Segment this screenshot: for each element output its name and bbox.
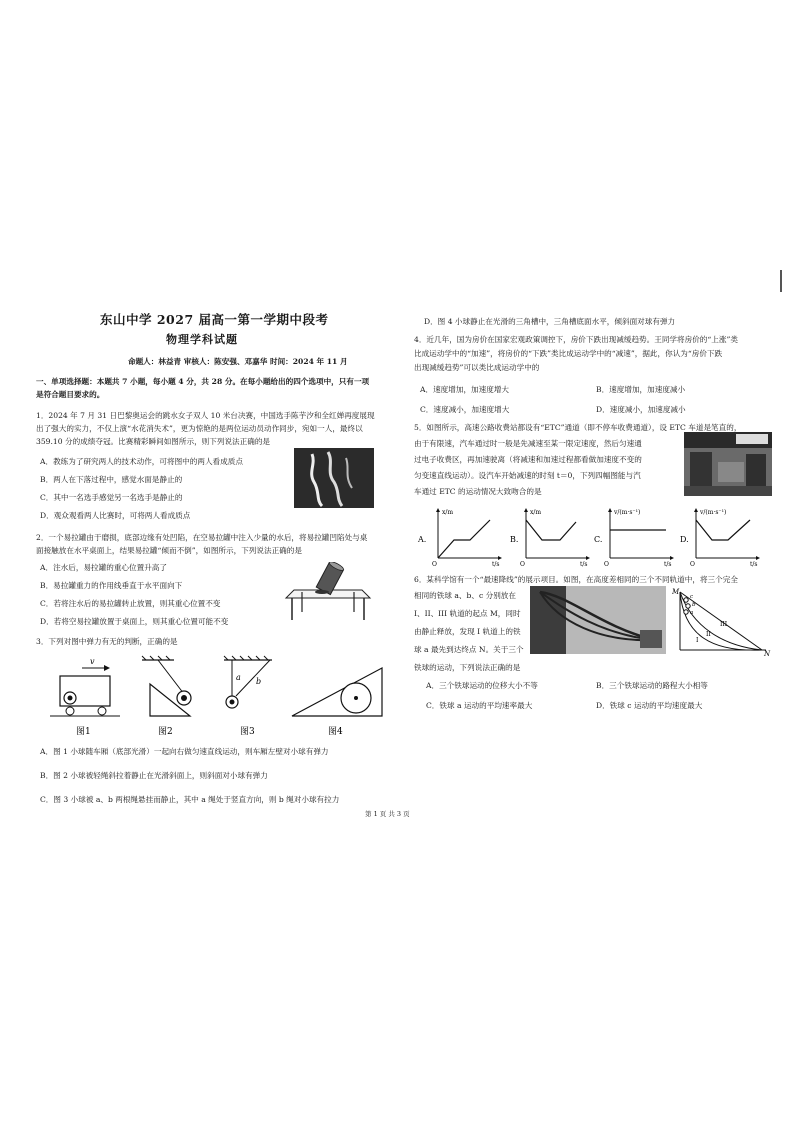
exam-authors: 命题人：林益青 审核人：陈安强、邓嘉华 时间：2024 年 11 月 (128, 357, 348, 366)
q6-point-m: M (672, 588, 680, 596)
q6-option-d: D．铁球 c 运动的平均速度最大 (596, 701, 703, 710)
q5-graph-d (680, 508, 760, 568)
q6-line6: 铁球的运动，下列说法正确的是 (414, 663, 521, 672)
q5-graph-c (594, 508, 674, 568)
q4-stem-line1: 4．近几年，国为房价在国家宏观政策调控下，房价下跌出现减缓趋势。王同学将房价的“上涨”类 (414, 335, 738, 344)
q6-track-diagram (672, 586, 772, 658)
q6-ball-c: c (690, 594, 694, 600)
q5-graph-d-origin: O (690, 561, 695, 568)
q5-graph-d-xlabel: t/s (750, 561, 758, 568)
q6-track-i: I (696, 637, 699, 644)
q6-option-a: A．三个铁球运动的位移大小不等 (426, 681, 538, 690)
q3-fig1-cart (50, 657, 120, 716)
q3-fig2-label: 图2 (158, 727, 173, 737)
q2-option-b: B．易拉罐重力的作用线垂直于水平面向下 (40, 581, 183, 590)
q4-option-a: A．速度增加，加速度增大 (420, 385, 510, 394)
q1-option-b: B．两人在下落过程中，感觉水面是静止的 (40, 475, 183, 484)
q5-option-c-letter: C. (594, 535, 603, 544)
q6-track-iii: III (720, 621, 728, 628)
q5-option-graphs (414, 506, 774, 568)
q5-line4: 匀变速直线运动）。设汽车开始减速的时刻 t＝0，下列四幅图能与汽 (414, 471, 641, 480)
q3-fig2-incline (142, 656, 191, 716)
q6-ball-a: a (690, 610, 694, 616)
exam-subject: 物理学科试题 (166, 333, 238, 346)
q6-brachistochrone-photo (530, 586, 666, 654)
q1-stem-line3: 359.10 分的成绩夺冠。比赛精彩瞬间如图所示，则下列说法正确的是 (36, 437, 271, 446)
q4-option-c: C．速度减小，加速度增大 (420, 405, 510, 414)
q1-stem-line1: 1．2024 年 7 月 31 日巴黎奥运会的跳水女子双人 10 米台决赛，中国选手陈芋汐和全红婵再度展现 (36, 411, 375, 420)
q6-track-ii: II (706, 631, 711, 638)
q6-option-c: C．铁球 a 运动的平均速率最大 (426, 701, 533, 710)
q2-can-on-table-figure (284, 562, 372, 622)
q5-option-d-letter: D. (680, 535, 689, 544)
scan-edge-mark (780, 270, 782, 292)
q5-graph-b-origin: O (520, 561, 525, 568)
section1-intro-line1: 一、单项选择题：本题共 7 小题，每小题 4 分，共 28 分。在每小题给出的四个选项中，只有一项 (36, 377, 370, 386)
exam-title: 东山中学 2027 届高一第一学期中段考 (100, 312, 329, 327)
q6-line2: 相同的铁球 a、b、c 分别放在 (414, 591, 516, 600)
q6-option-b: B．三个铁球运动的路程大小相等 (596, 681, 708, 690)
q4-option-b: B．速度增加，加速度减小 (596, 385, 686, 394)
q2-option-a: A．注水后，易拉罐的重心位置升高了 (40, 563, 167, 572)
q3-figures (46, 654, 386, 738)
q3-option-c: C．图 3 小球被 a、b 两根绳悬挂而静止，其中 a 绳处于竖直方向，则 b 绳对小球有拉力 (40, 795, 340, 804)
q5-graph-b-xlabel: t/s (580, 561, 588, 568)
q5-option-b-letter: B. (510, 535, 519, 544)
page-footer: 第 1 页 共 3 页 (365, 810, 410, 818)
q3-stem: 3．下列对图中弹力有无的判断，正确的是 (36, 637, 178, 646)
q1-option-a: A．教练为了研究两人的技术动作，可将图中的两人看成质点 (40, 457, 243, 466)
q3-fig3-rope-b-label: b (256, 677, 262, 686)
q5-line2: 由于有限速，汽车通过时一般是先减速至某一限定速度，然后匀速通 (414, 439, 642, 448)
q5-line3: 过电子收费区，再加速驶离（将减速和加速过程都看做加速度不变的 (414, 455, 642, 464)
q5-etc-toll-photo (684, 432, 772, 496)
q5-graph-d-ylabel: v/(m·s⁻¹) (700, 509, 727, 516)
q5-option-a-letter: A. (418, 535, 427, 544)
q5-line5: 车通过 ETC 的运动情况大致吻合的是 (414, 487, 542, 496)
q5-graph-c-origin: O (604, 561, 609, 568)
q6-line5: 球 a 最先到达终点 N。关于三个 (414, 645, 524, 654)
exam-sheet (30, 300, 770, 830)
q4-stem-line3: 出现减缓趋势”可以类比成运动学中的 (414, 363, 540, 372)
q5-graph-a (417, 508, 502, 568)
q6-line3: I、II、III 轨道的起点 M，同时 (414, 609, 521, 618)
q3-fig1-velocity-label: v (90, 657, 95, 666)
q6-line4: 由静止释放，发现 I 轨道上的铁 (414, 627, 521, 636)
section1-intro-line2: 是符合题目要求的。 (36, 390, 105, 399)
q1-option-d: D．观众观看两人比赛时，可将两人看成质点 (40, 511, 191, 520)
q5-graph-a-ylabel: x/m (442, 509, 454, 516)
q5-graph-c-xlabel: t/s (664, 561, 672, 568)
q3-fig3-rope-a-label: a (236, 673, 241, 682)
q3-option-b: B．图 2 小球被轻绳斜拉着静止在光滑斜面上，则斜面对小球有弹力 (40, 771, 268, 780)
q2-stem-line1: 2．一个易拉罐由于磨损，底部边缘有处凹陷，在空易拉罐中注入少量的水后，将易拉罐凹陷处与桌 (36, 533, 368, 542)
q3-fig1-label: 图1 (76, 727, 91, 737)
q3-fig3-label: 图3 (240, 727, 255, 737)
q1-diving-photo (294, 448, 374, 508)
q2-option-d: D．若将空易拉罐放置于桌面上，则其重心位置可能不变 (40, 617, 229, 626)
q5-graph-b-ylabel: x/m (530, 509, 542, 516)
q2-stem-line2: 面接触放在水平桌面上，结果易拉罐“倾而不倒”，如图所示，下列说法正确的是 (36, 546, 302, 555)
q5-line1: 5．如图所示，高速公路收费站都设有“ETC”通道（即不停车收费通道），设 ETC 车道是笔直的， (414, 423, 742, 432)
q6-ball-b: b (692, 602, 696, 608)
q5-graph-b (510, 508, 590, 568)
q3-option-a: A．图 1 小球随车厢（底部光滑）一起向右做匀速直线运动，则车厢左壁对小球有弹力 (40, 747, 329, 756)
q1-stem-line2: 出了强大的实力，不仅上演“水花消失术”，更为惊艳的是两位运动员动作同步，宛如一人，最终以 (36, 424, 363, 433)
q5-graph-a-origin: O (432, 561, 437, 568)
q6-line1: 6．某科学馆有一个“最速降线”的展示项目。如图，在高度差相同的三个不同轨道中，将三个完全 (414, 575, 738, 584)
q3-fig3-two-ropes (224, 656, 272, 708)
q3-option-d: D．图 4 小球静止在光滑的三角槽中，三角槽底面水平，倾斜面对球有弹力 (424, 317, 676, 326)
q4-option-d: D．速度减小，加速度减小 (596, 405, 686, 414)
q5-graph-a-xlabel: t/s (492, 561, 500, 568)
q6-point-n: N (764, 650, 771, 658)
q2-option-c: C．若将注水后的易拉罐转止放置，则其重心位置不变 (40, 599, 221, 608)
q1-option-c: C．其中一名选手感觉另一名选手是静止的 (40, 493, 183, 502)
q3-fig4-label: 图4 (328, 727, 343, 737)
q3-fig4-triangle-slot (292, 668, 382, 716)
q4-stem-line2: 比成运动学中的“加速”，将房价的“下跌”类比成运动学中的“减速”，据此，你认为“房价下跌 (414, 349, 723, 358)
q5-graph-c-ylabel: v/(m·s⁻¹) (614, 509, 641, 516)
